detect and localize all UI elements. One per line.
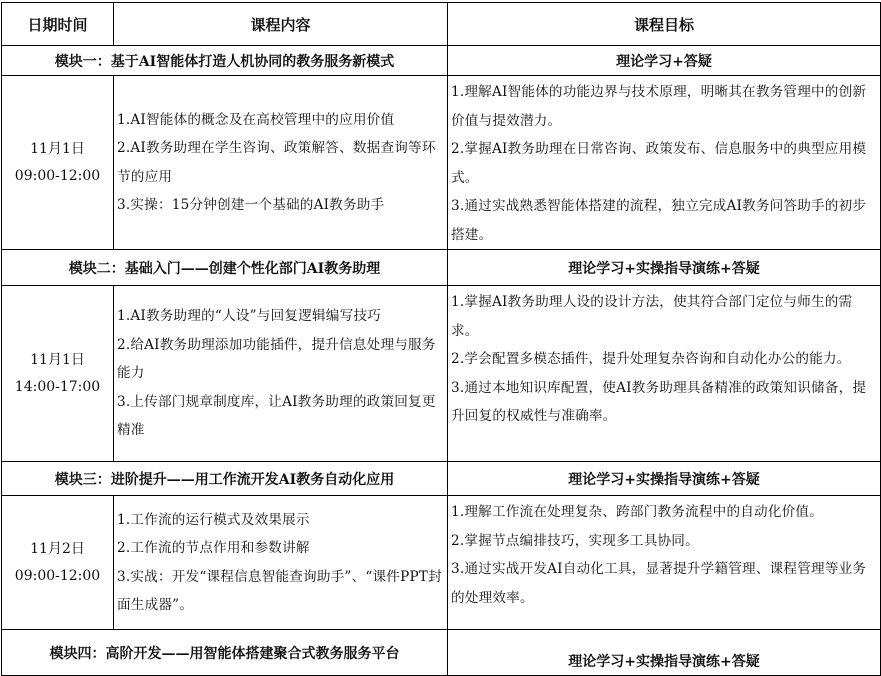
goal-item: 3.通过本地知识库配置，使AI教务助理具备精准的政策知识储备，提升回复的权威性与准确率。 bbox=[451, 379, 867, 424]
goal-item: 2.学会配置多模态插件，提升处理复杂咨询和自动化办公的能力。 bbox=[451, 351, 851, 367]
content-item: 2.给AI教务助理添加功能插件，提升信息处理与服务能力 bbox=[117, 336, 436, 382]
module-goals-cell bbox=[448, 496, 881, 630]
header-goals: 课程目标 bbox=[448, 3, 881, 46]
module-content-cell bbox=[114, 496, 448, 630]
goal-item: 3.通过实战熟悉智能体搭建的流程，独立完成AI教务问答助手的初步搭建。 bbox=[451, 198, 867, 243]
module-date-cell bbox=[2, 76, 114, 250]
header-date: 日期时间 bbox=[2, 3, 114, 46]
course-schedule-table bbox=[1, 2, 881, 676]
module-title-row bbox=[2, 462, 881, 496]
content-item: 3.实战：开发“课程信息智能查询助手”、“课件PPT封面生成器”。 bbox=[117, 568, 442, 613]
goal-item: 1.理解工作流在处理复杂、跨部门教务流程中的自动化价值。 bbox=[451, 504, 824, 520]
module-title: 模块一：基于AI智能体打造人机协同的教务服务新模式 bbox=[2, 46, 448, 76]
module-content-cell bbox=[114, 76, 448, 250]
module-method: 理论学习+答疑 bbox=[448, 46, 881, 76]
goal-item: 2.掌握节点编排技巧，实现多工具协同。 bbox=[451, 532, 699, 549]
module-detail-row bbox=[2, 496, 881, 630]
module-title-row bbox=[2, 250, 881, 286]
content-item: 3.实操：15分钟创建一个基础的AI教务助手 bbox=[117, 197, 385, 213]
module-goals-cell bbox=[448, 76, 881, 250]
module-method: 理论学习+实操指导演练+答疑 bbox=[448, 462, 881, 496]
header-content: 课程内容 bbox=[114, 3, 448, 46]
module-time: 14:00-17:00 bbox=[14, 378, 101, 395]
module-title: 模块三：进阶提升——用工作流开发AI教务自动化应用 bbox=[2, 462, 448, 496]
content-item: 1.AI智能体的概念及在高校管理中的应用价值 bbox=[117, 111, 395, 128]
module-time: 09:00-12:00 bbox=[14, 167, 101, 184]
module-detail-row bbox=[2, 286, 881, 462]
module-title-row bbox=[2, 46, 881, 76]
content-item: 1.AI教务助理的“人设”与回复逻辑编写技巧 bbox=[117, 308, 381, 325]
content-item: 2.工作流的节点作用和参数讲解 bbox=[117, 540, 310, 556]
goal-item: 2.掌握AI教务助理在日常咨询、政策发布、信息服务中的典型应用模式。 bbox=[451, 141, 867, 186]
module-content-cell bbox=[114, 286, 448, 462]
module-detail-row bbox=[2, 76, 881, 250]
module-date: 11月2日 bbox=[30, 540, 85, 557]
module-method: 理论学习+实操指导演练+答疑 bbox=[448, 630, 881, 676]
module-date: 11月1日 bbox=[30, 351, 85, 368]
goal-item: 3.通过实战开发AI自动化工具，显著提升学籍管理、课程管理等业务的处理效率。 bbox=[451, 561, 867, 606]
content-item: 1.工作流的运行模式及效果展示 bbox=[117, 511, 310, 528]
module-date-cell bbox=[2, 496, 114, 630]
module-title: 模块二：基础入门——创建个性化部门AI教务助理 bbox=[2, 250, 448, 286]
content-item: 3.上传部门规章制度库，让AI教务助理的政策回复更精准 bbox=[117, 393, 436, 439]
module-title-row bbox=[2, 630, 881, 676]
goal-item: 1.理解AI智能体的功能边界与技术原理，明晰其在教务管理中的创新价值与提效潜力。 bbox=[451, 84, 867, 129]
module-time: 09:00-12:00 bbox=[14, 567, 101, 584]
module-title: 模块四：高阶开发——用智能体搭建聚合式教务服务平台 bbox=[2, 630, 448, 676]
goal-item: 1.掌握AI教务助理人设的设计方法，使其符合部门定位与师生的需求。 bbox=[451, 294, 853, 339]
module-method: 理论学习+实操指导演练+答疑 bbox=[448, 250, 881, 286]
table-header-row bbox=[2, 3, 881, 46]
module-date-cell bbox=[2, 286, 114, 462]
module-date: 11月1日 bbox=[30, 140, 85, 157]
module-goals-cell bbox=[448, 286, 881, 462]
content-item: 2.AI教务助理在学生咨询、政策解答、数据查询等环节的应用 bbox=[117, 140, 436, 185]
